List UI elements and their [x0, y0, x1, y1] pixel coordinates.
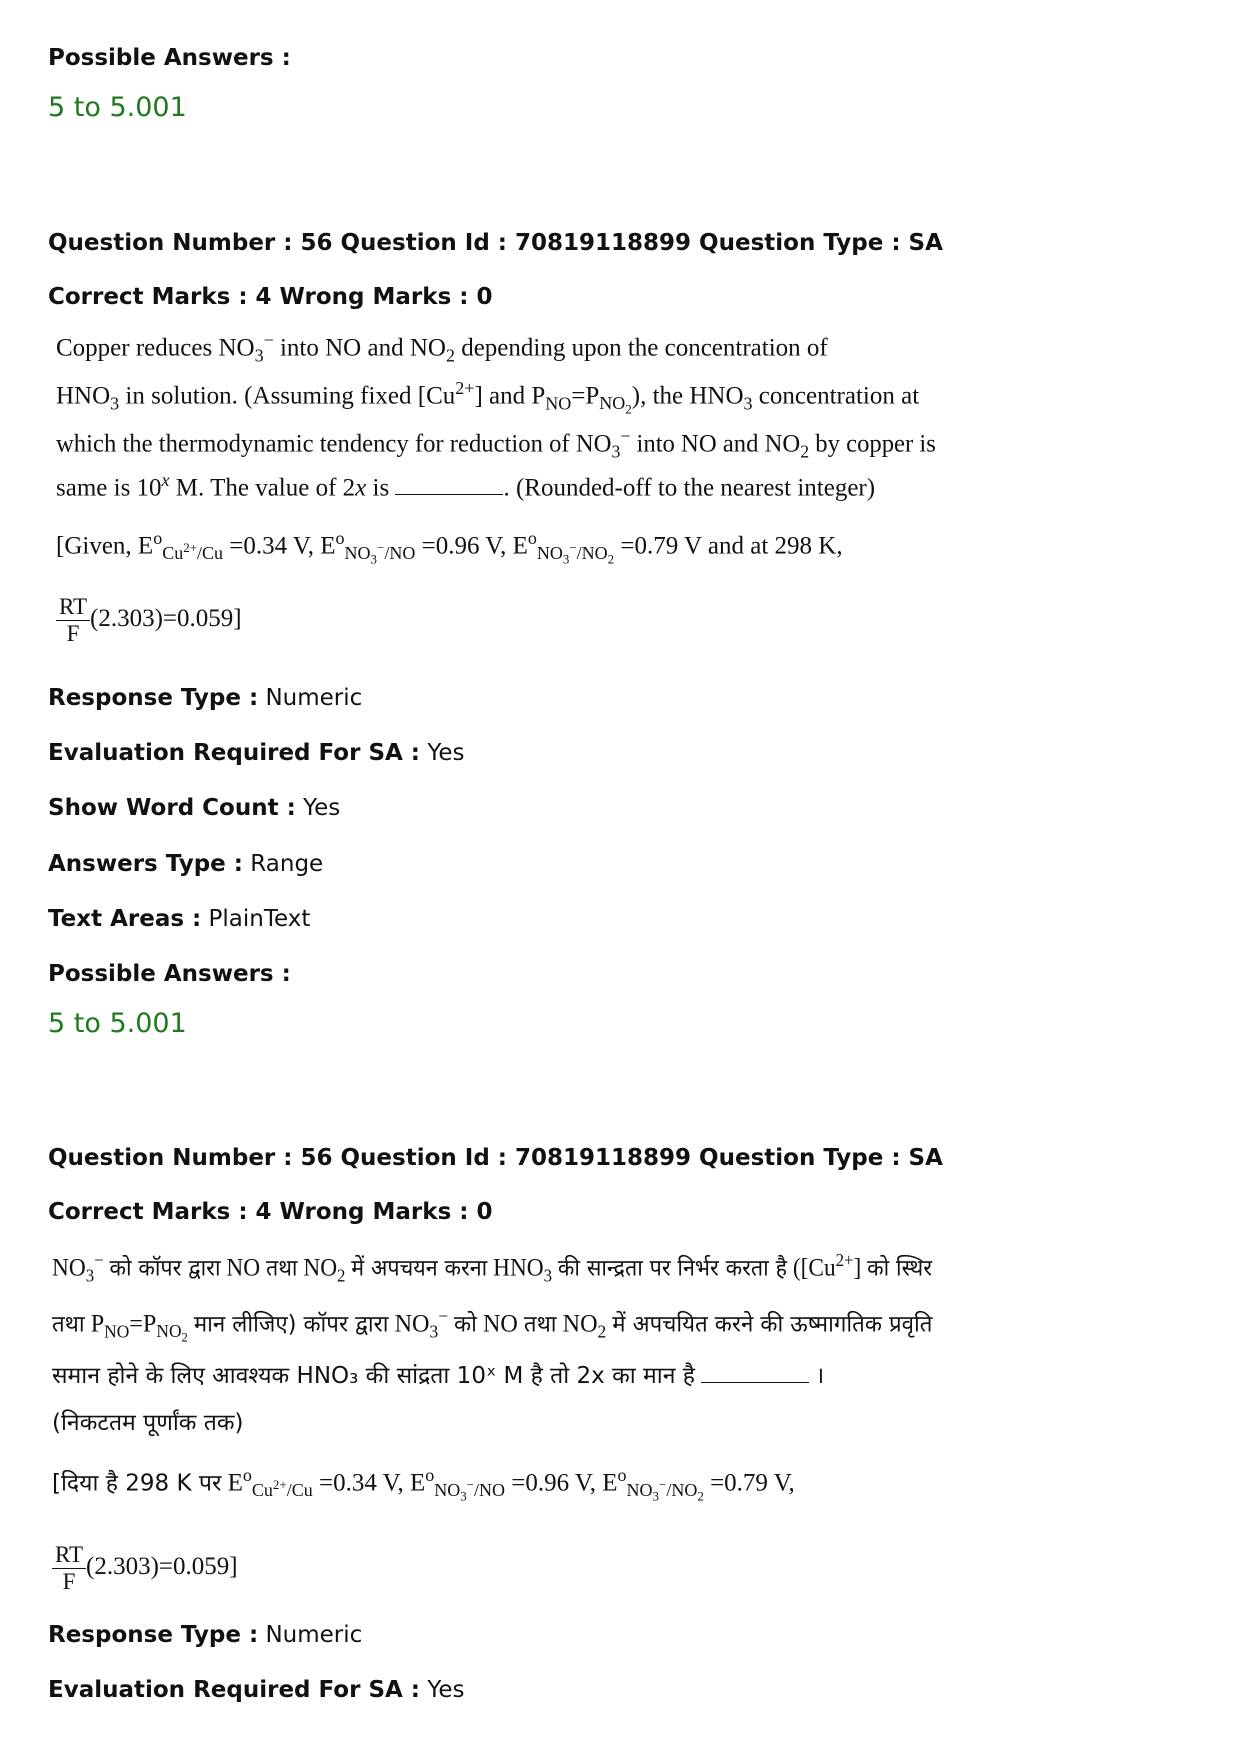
rt-formula: $\frac{RT}{F}$ (2.303)=0.059]: [56, 594, 242, 647]
evaluation-required: Evaluation Required For SA : Yes: [48, 740, 465, 766]
question-marks: Correct Marks : 4 Wrong Marks : 0: [48, 284, 493, 310]
question-image-hindi: [52, 1250, 942, 1605]
possible-answers-label: Possible Answers :: [48, 961, 291, 987]
question-text-line: तथा $P_{NO}=P_{NO_2}$ मान लीजिए) कॉपर द्वारा $NO_3^-$ को NO तथा $NO_2$ में अपचयित करने की ऊष्मागतिक प्रवृति: [52, 1306, 933, 1345]
answer-blank: [701, 1381, 809, 1383]
evaluation-required: Evaluation Required For SA : Yes: [48, 1677, 465, 1703]
question-text-line: $HNO_3$ in solution. (Assuming fixed $[Cu^{2+}]$ and $P_{NO}=P_{NO_2}$), the $HNO_3$ concentration at: [56, 378, 920, 417]
question-header: Question Number : 56 Question Id : 70819118899 Question Type : SA: [48, 230, 943, 256]
text-areas: Text Areas : PlainText: [48, 906, 311, 932]
rt-formula: $\frac{RT}{F}$ (2.303)=0.059]: [52, 1542, 238, 1595]
possible-answers-value: 5 to 5.001: [48, 1008, 187, 1039]
answer-blank: [395, 493, 503, 495]
show-word-count: Show Word Count : Yes: [48, 795, 341, 821]
question-text-line: $NO_3^-$ को कॉपर द्वारा NO तथा $NO_2$ में अपचयन करना $HNO_3$ की सान्द्रता पर निर्भर करता है ($[Cu^{2+}]$ को स्थिर: [52, 1250, 933, 1286]
possible-answers-value: 5 to 5.001: [48, 92, 187, 123]
question-text-line: same is 10$^x$ M. The value of 2x is . (Rounded-off to the nearest integer): [56, 470, 876, 502]
question-marks: Correct Marks : 4 Wrong Marks : 0: [48, 1199, 493, 1225]
given-values: [Given, $E^o_{Cu^{2+}/Cu} =0.34$ V, $E^o_{NO_3^-/NO} =0.96$ V, $E^o_{NO_3^-/NO_2} =0.79$ V and at 298 K,: [56, 528, 843, 567]
question-text-line: which the thermodynamic tendency for reduction of $NO_3^-$ into NO and $NO_2$ by copper is: [56, 426, 936, 462]
response-type: Response Type : Numeric: [48, 1622, 363, 1648]
response-type: Response Type : Numeric: [48, 685, 363, 711]
question-text-line: (निकटतम पूर्णांक तक): [52, 1410, 244, 1436]
question-image-english: [52, 330, 942, 665]
possible-answers-label: Possible Answers :: [48, 45, 291, 71]
question-text-line: समान होने के लिए आवश्यक HNO₃ की सांद्रता 10ˣ M है तो 2x का मान है ।: [52, 1363, 825, 1389]
question-header: Question Number : 56 Question Id : 70819118899 Question Type : SA: [48, 1145, 943, 1171]
answers-type: Answers Type : Range: [48, 851, 324, 877]
question-text-line: Copper reduces $NO_3^-$ into NO and $NO_2$ depending upon the concentration of: [56, 330, 828, 366]
given-values: [दिया है 298 K पर $E^o_{Cu^{2+}/Cu} =0.34$ V, $E^o_{NO_3^-/NO} =0.96$ V, $E^o_{NO_3^-/NO_2} =0.79$ V,: [52, 1465, 795, 1504]
